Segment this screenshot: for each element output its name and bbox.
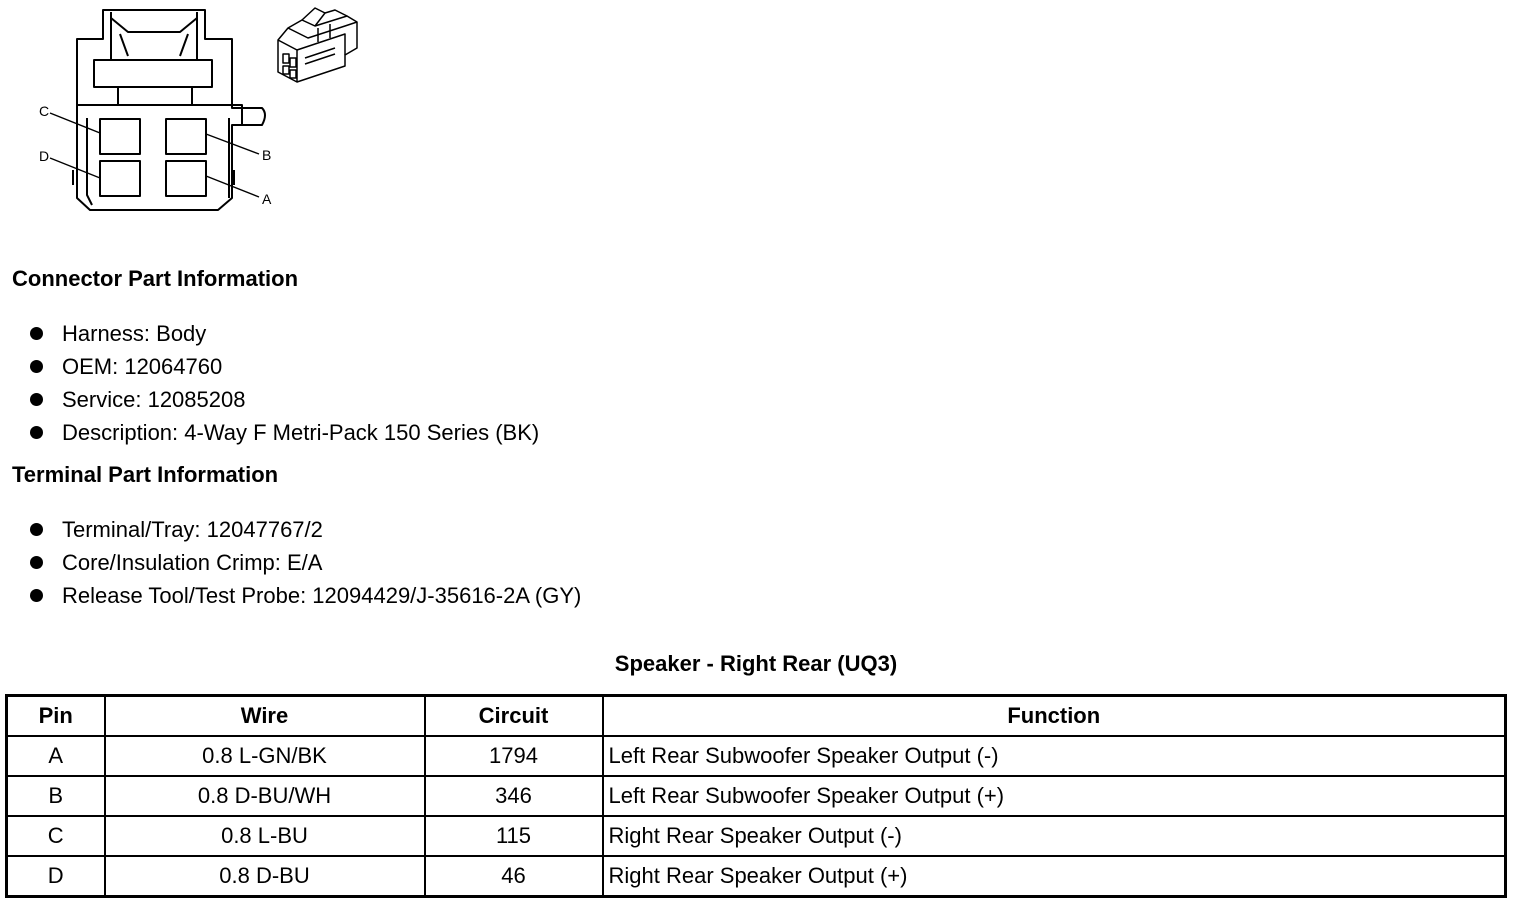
- pin-cell: A: [7, 736, 105, 776]
- release-tool-text: Release Tool/Test Probe: 12094429/J-35616-2A (GY): [62, 583, 582, 608]
- circuit-cell: 46: [425, 856, 603, 897]
- list-item: [28, 416, 539, 449]
- bullet-icon: [30, 360, 43, 373]
- wire-cell: 0.8 D-BU: [105, 856, 425, 897]
- wire-cell: 0.8 L-BU: [105, 816, 425, 856]
- harness-text: Harness: Body: [62, 321, 207, 346]
- pin-label-d: D: [39, 148, 50, 164]
- pin-label-a: A: [262, 191, 272, 207]
- table-row: [7, 816, 1506, 856]
- pin-label-b: B: [262, 147, 272, 163]
- oem-text: OEM: 12064760: [62, 354, 223, 379]
- crimp-text: Core/Insulation Crimp: E/A: [62, 550, 323, 575]
- function-cell: Right Rear Speaker Output (+): [603, 856, 1506, 897]
- pin-label-c: C: [39, 103, 50, 119]
- terminal-part-info-heading: Terminal Part Information: [12, 462, 279, 487]
- circuit-cell: 1794: [425, 736, 603, 776]
- pin-cell: C: [7, 816, 105, 856]
- list-item: [28, 317, 539, 350]
- table-row: [7, 776, 1506, 816]
- table-header-row: [7, 696, 1506, 737]
- pinout-table: [5, 694, 1507, 898]
- function-cell: Right Rear Speaker Output (-): [603, 816, 1506, 856]
- connector-diagram: [0, 0, 380, 230]
- pin-cell: D: [7, 856, 105, 897]
- description-text: Description: 4-Way F Metri-Pack 150 Series (BK): [62, 420, 540, 445]
- bullet-icon: [30, 327, 43, 340]
- service-text: Service: 12085208: [62, 387, 246, 412]
- header-pin: Pin: [7, 696, 105, 737]
- connector-iso-view: [278, 8, 357, 82]
- list-item: [28, 579, 581, 612]
- wire-cell: 0.8 D-BU/WH: [105, 776, 425, 816]
- header-wire: Wire: [105, 696, 425, 737]
- circuit-cell: 115: [425, 816, 603, 856]
- bullet-icon: [30, 556, 43, 569]
- wire-cell: 0.8 L-GN/BK: [105, 736, 425, 776]
- connector-info-list: [28, 317, 539, 449]
- circuit-cell: 346: [425, 776, 603, 816]
- bullet-icon: [30, 426, 43, 439]
- terminal-tray-text: Terminal/Tray: 12047767/2: [62, 517, 323, 542]
- header-circuit: Circuit: [425, 696, 603, 737]
- function-cell: Left Rear Subwoofer Speaker Output (+): [603, 776, 1506, 816]
- bullet-icon: [30, 393, 43, 406]
- list-item: [28, 513, 581, 546]
- list-item: [28, 383, 539, 416]
- list-item: [28, 546, 581, 579]
- table-row: [7, 736, 1506, 776]
- list-item: [28, 350, 539, 383]
- bullet-icon: [30, 523, 43, 536]
- pin-cell: B: [7, 776, 105, 816]
- bullet-icon: [30, 589, 43, 602]
- function-cell: Left Rear Subwoofer Speaker Output (-): [603, 736, 1506, 776]
- table-title: Speaker - Right Rear (UQ3): [614, 651, 898, 676]
- header-function: Function: [603, 696, 1506, 737]
- terminal-info-list: [28, 513, 581, 612]
- table-row: [7, 856, 1506, 897]
- connector-part-info-heading: Connector Part Information: [12, 266, 299, 291]
